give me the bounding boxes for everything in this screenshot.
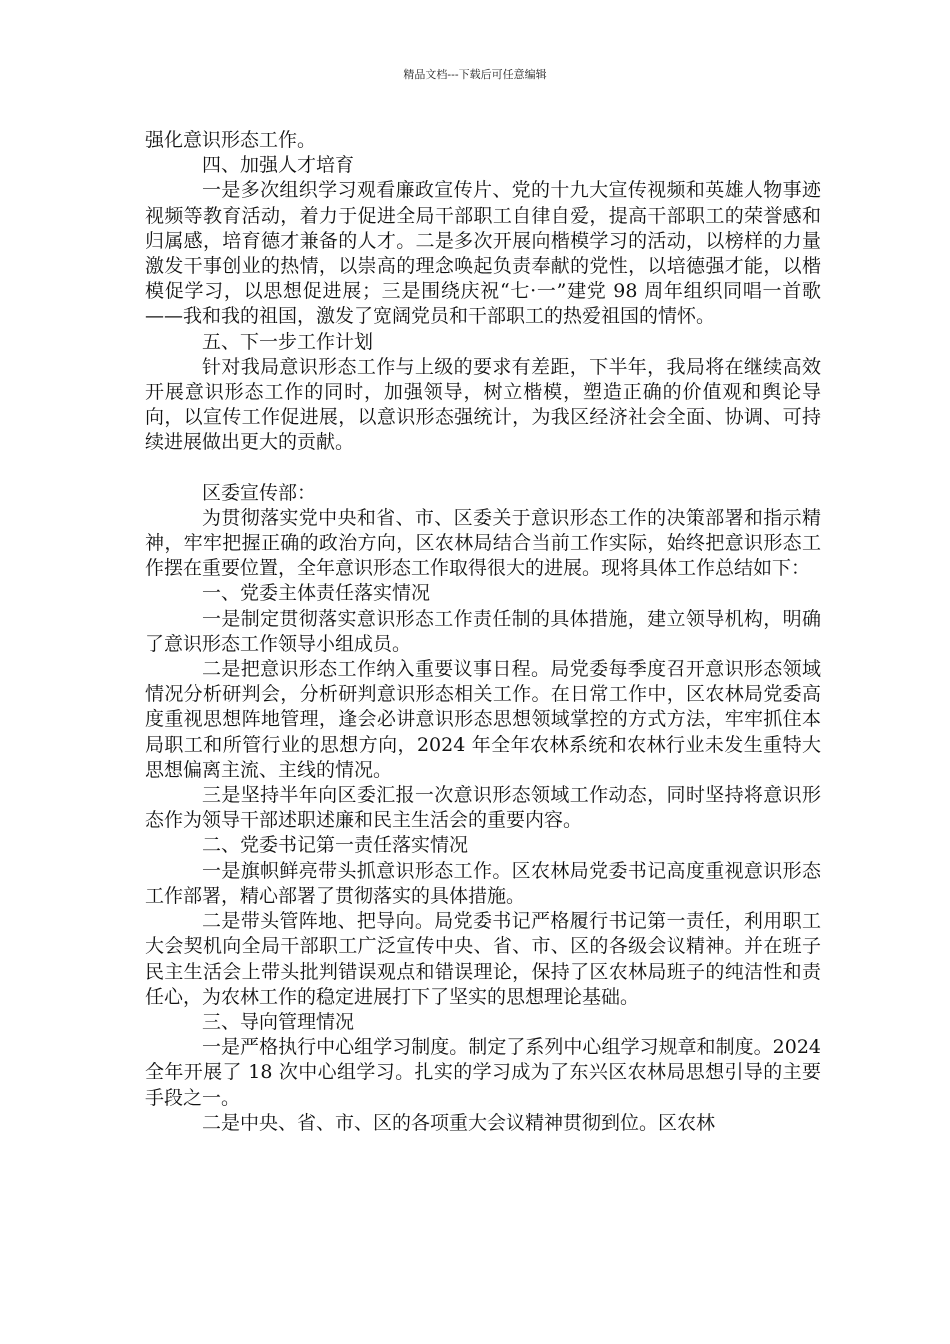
paragraph: 一是制定贯彻落实意识形态工作责任制的具体措施，建立领导机构，明确了意识形态工作领导小组成员。: [145, 607, 821, 655]
page-header: 精品文档---下载后可任意编辑: [403, 68, 547, 81]
paragraph: 一是多次组织学习观看廉政宣传片、党的十九大宣传视频和英雄人物事迹视频等教育活动，着力于促进全局干部职工自律自爱，提高干部职工的荣誉感和归属感，培育德才兼备的人才。二是多次开展向楷模学习的活动，以榜样的力量激发干事创业的热情，以崇高的理念唤起负责奉献的党性，以培德强才能，以楷模促学习，以思想促进展；三是围绕庆祝“七·一”建党 98 周年组织同唱一首歌——我和我的祖国，激发了宽阔党员和干部职工的热爱祖国的情怀。: [145, 179, 821, 328]
paragraph: 一、党委主体责任落实情况: [202, 582, 431, 605]
paragraph: 一是严格执行中心组学习制度。制定了系列中心组学习规章和制度。2024 全年开展了 18 次中心组学习。扎实的学习成为了东兴区农林局思想引导的主要手段之一。: [145, 1036, 821, 1109]
paragraph: 四、加强人才培育: [202, 154, 355, 177]
paragraph: 二是中央、省、市、区的各项重大会议精神贯彻到位。区农林: [202, 1111, 716, 1134]
paragraph: 二是把意识形态工作纳入重要议事日程。局党委每季度召开意识形态领域情况分析研判会，分析研判意识形态相关工作。在日常工作中，区农林局党委高度重视思想阵地管理，逢会必讲意识形态思想领域掌控的方式方法，牢牢抓住本局职工和所管行业的思想方向，2024 年全年农林系统和农林行业未发生重特大思想偏离主流、主线的情况。: [145, 658, 821, 781]
paragraph: 强化意识形态工作。: [145, 129, 317, 151]
paragraph: 三是坚持半年向区委汇报一次意识形态领域工作动态，同时坚持将意识形态作为领导干部述职述廉和民主生活会的重要内容。: [145, 784, 821, 832]
paragraph: 五、下一步工作计划: [202, 330, 374, 353]
paragraph: 针对我局意识形态工作与上级的要求有差距，下半年，我局将在继续高效开展意识形态工作的同时，加强领导，树立楷模，塑造正确的价值观和舆论导向，以宣传工作促进展，以意识形态强统计，为我区经济社会全面、协调、可持续进展做出更大的贡献。: [145, 355, 821, 454]
paragraph: 二是带头管阵地、把导向。局党委书记严格履行书记第一责任，利用职工大会契机向全局干部职工广泛宣传中央、省、市、区的各级会议精神。并在班子民主生活会上带头批判错误观点和错误理论，保持了区农林局班子的纯洁性和责任心，为农林工作的稳定进展打下了坚实的思想理论基础。: [145, 910, 821, 1008]
paragraph: 二、党委书记第一责任落实情况: [202, 834, 469, 857]
document-body: [145, 128, 821, 1136]
paragraph: 为贯彻落实党中央和省、市、区委关于意识形态工作的决策部署和指示精神，牢牢把握正确的政治方向，区农林局结合当前工作实际，始终把意识形态工作摆在重要位置，全年意识形态工作取得很大的进展。现将具体工作总结如下：: [145, 506, 821, 580]
paragraph: 一是旗帜鲜亮带头抓意识形态工作。区农林局党委书记高度重视意识形态工作部署，精心部署了贯彻落实的具体措施。: [145, 859, 821, 907]
paragraph: 区委宣传部：: [202, 481, 317, 504]
paragraph: 三、导向管理情况: [202, 1010, 355, 1033]
